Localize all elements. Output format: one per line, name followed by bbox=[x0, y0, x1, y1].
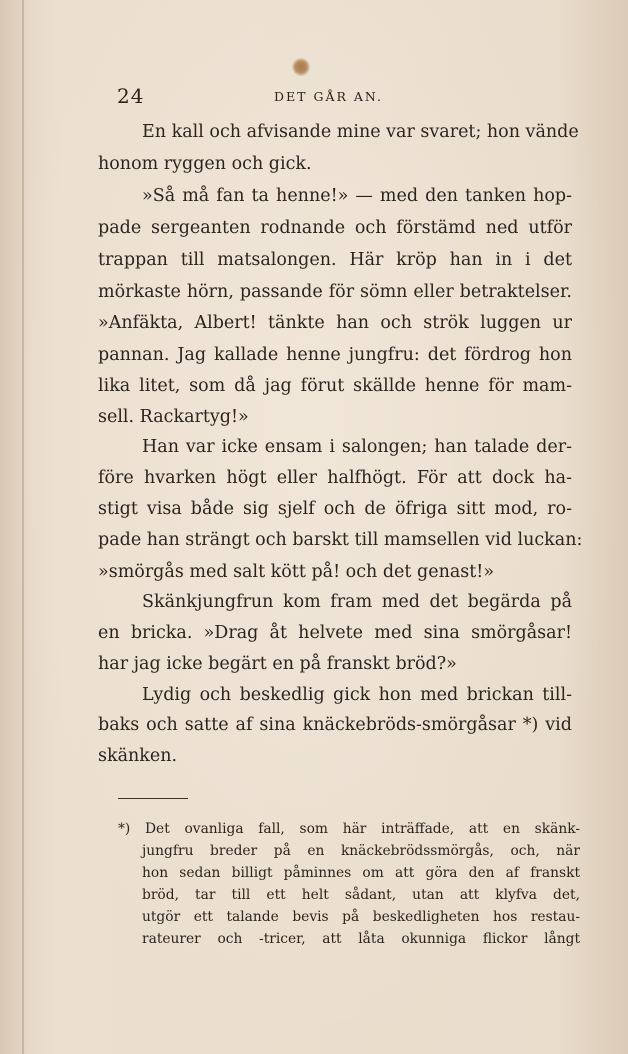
body-line: Han var icke ensam i salongen; han talade der- bbox=[142, 437, 572, 457]
body-line: en bricka. »Drag åt helvete med sina smörgåsar! bbox=[98, 623, 572, 643]
body-line: pannan. Jag kallade henne jungfru: det fördrog hon bbox=[98, 345, 572, 365]
body-line: före hvarken högt eller halfhögt. För att dock ha- bbox=[98, 468, 572, 488]
page-fold-shadow bbox=[22, 0, 24, 1054]
footnote-line: hon sedan billigt påminnes om att göra den af franskt bbox=[142, 865, 580, 881]
running-title: DET GÅR AN. bbox=[274, 89, 383, 104]
foxing-stain bbox=[292, 58, 310, 76]
footnote-line: *) Det ovanliga fall, som här inträffade, att en skänk- bbox=[118, 821, 580, 837]
body-line: »smörgås med salt kött på! och det genast!» bbox=[98, 562, 495, 582]
footnote-line: bröd, tar till ett helt sådant, utan att klyfva det, bbox=[142, 887, 580, 903]
body-line: lika litet, som då jag förut skällde henne för mam- bbox=[98, 376, 572, 396]
page-header bbox=[0, 84, 628, 108]
body-line: mörkaste hörn, passande för sömn eller betraktelser. bbox=[98, 282, 572, 302]
body-line: skänken. bbox=[98, 746, 178, 766]
body-line: »Så må fan ta henne!» — med den tanken hop- bbox=[142, 186, 572, 206]
footnote-line: jungfru breder på en knäckebrödssmörgås, och, när bbox=[142, 843, 580, 859]
body-line: Skänkjungfrun kom fram med det begärda på bbox=[142, 592, 572, 612]
body-line: trappan till matsalongen. Här kröp han in i det bbox=[98, 250, 572, 270]
footnote-rule bbox=[118, 798, 188, 799]
body-line: baks och satte af sina knäckebröds-smörgåsar *) vid bbox=[98, 715, 572, 735]
body-line: sell. Rackartyg!» bbox=[98, 407, 249, 427]
footnote-line: rateurer och -tricer, att låta okunniga flickor långt bbox=[142, 931, 580, 947]
body-line: pade sergeanten rodnande och förstämd ned utför bbox=[98, 218, 572, 238]
body-line: En kall och afvisande mine var svaret; hon vände bbox=[142, 122, 579, 142]
body-line: »Anfäkta, Albert! tänkte han och strök luggen ur bbox=[98, 313, 572, 333]
body-line: har jag icke begärt en på franskt bröd?» bbox=[98, 654, 457, 674]
page-number: 24 bbox=[117, 84, 145, 108]
body-line: Lydig och beskedlig gick hon med brickan till- bbox=[142, 685, 572, 705]
body-line: honom ryggen och gick. bbox=[98, 154, 312, 174]
body-line: stigt visa både sig sjelf och de öfriga sitt mod, ro- bbox=[98, 499, 572, 519]
body-line: pade han strängt och barskt till mamsellen vid luckan: bbox=[98, 530, 583, 550]
footnote-line: utgör ett talande bevis på beskedligheten hos restau- bbox=[142, 909, 580, 925]
